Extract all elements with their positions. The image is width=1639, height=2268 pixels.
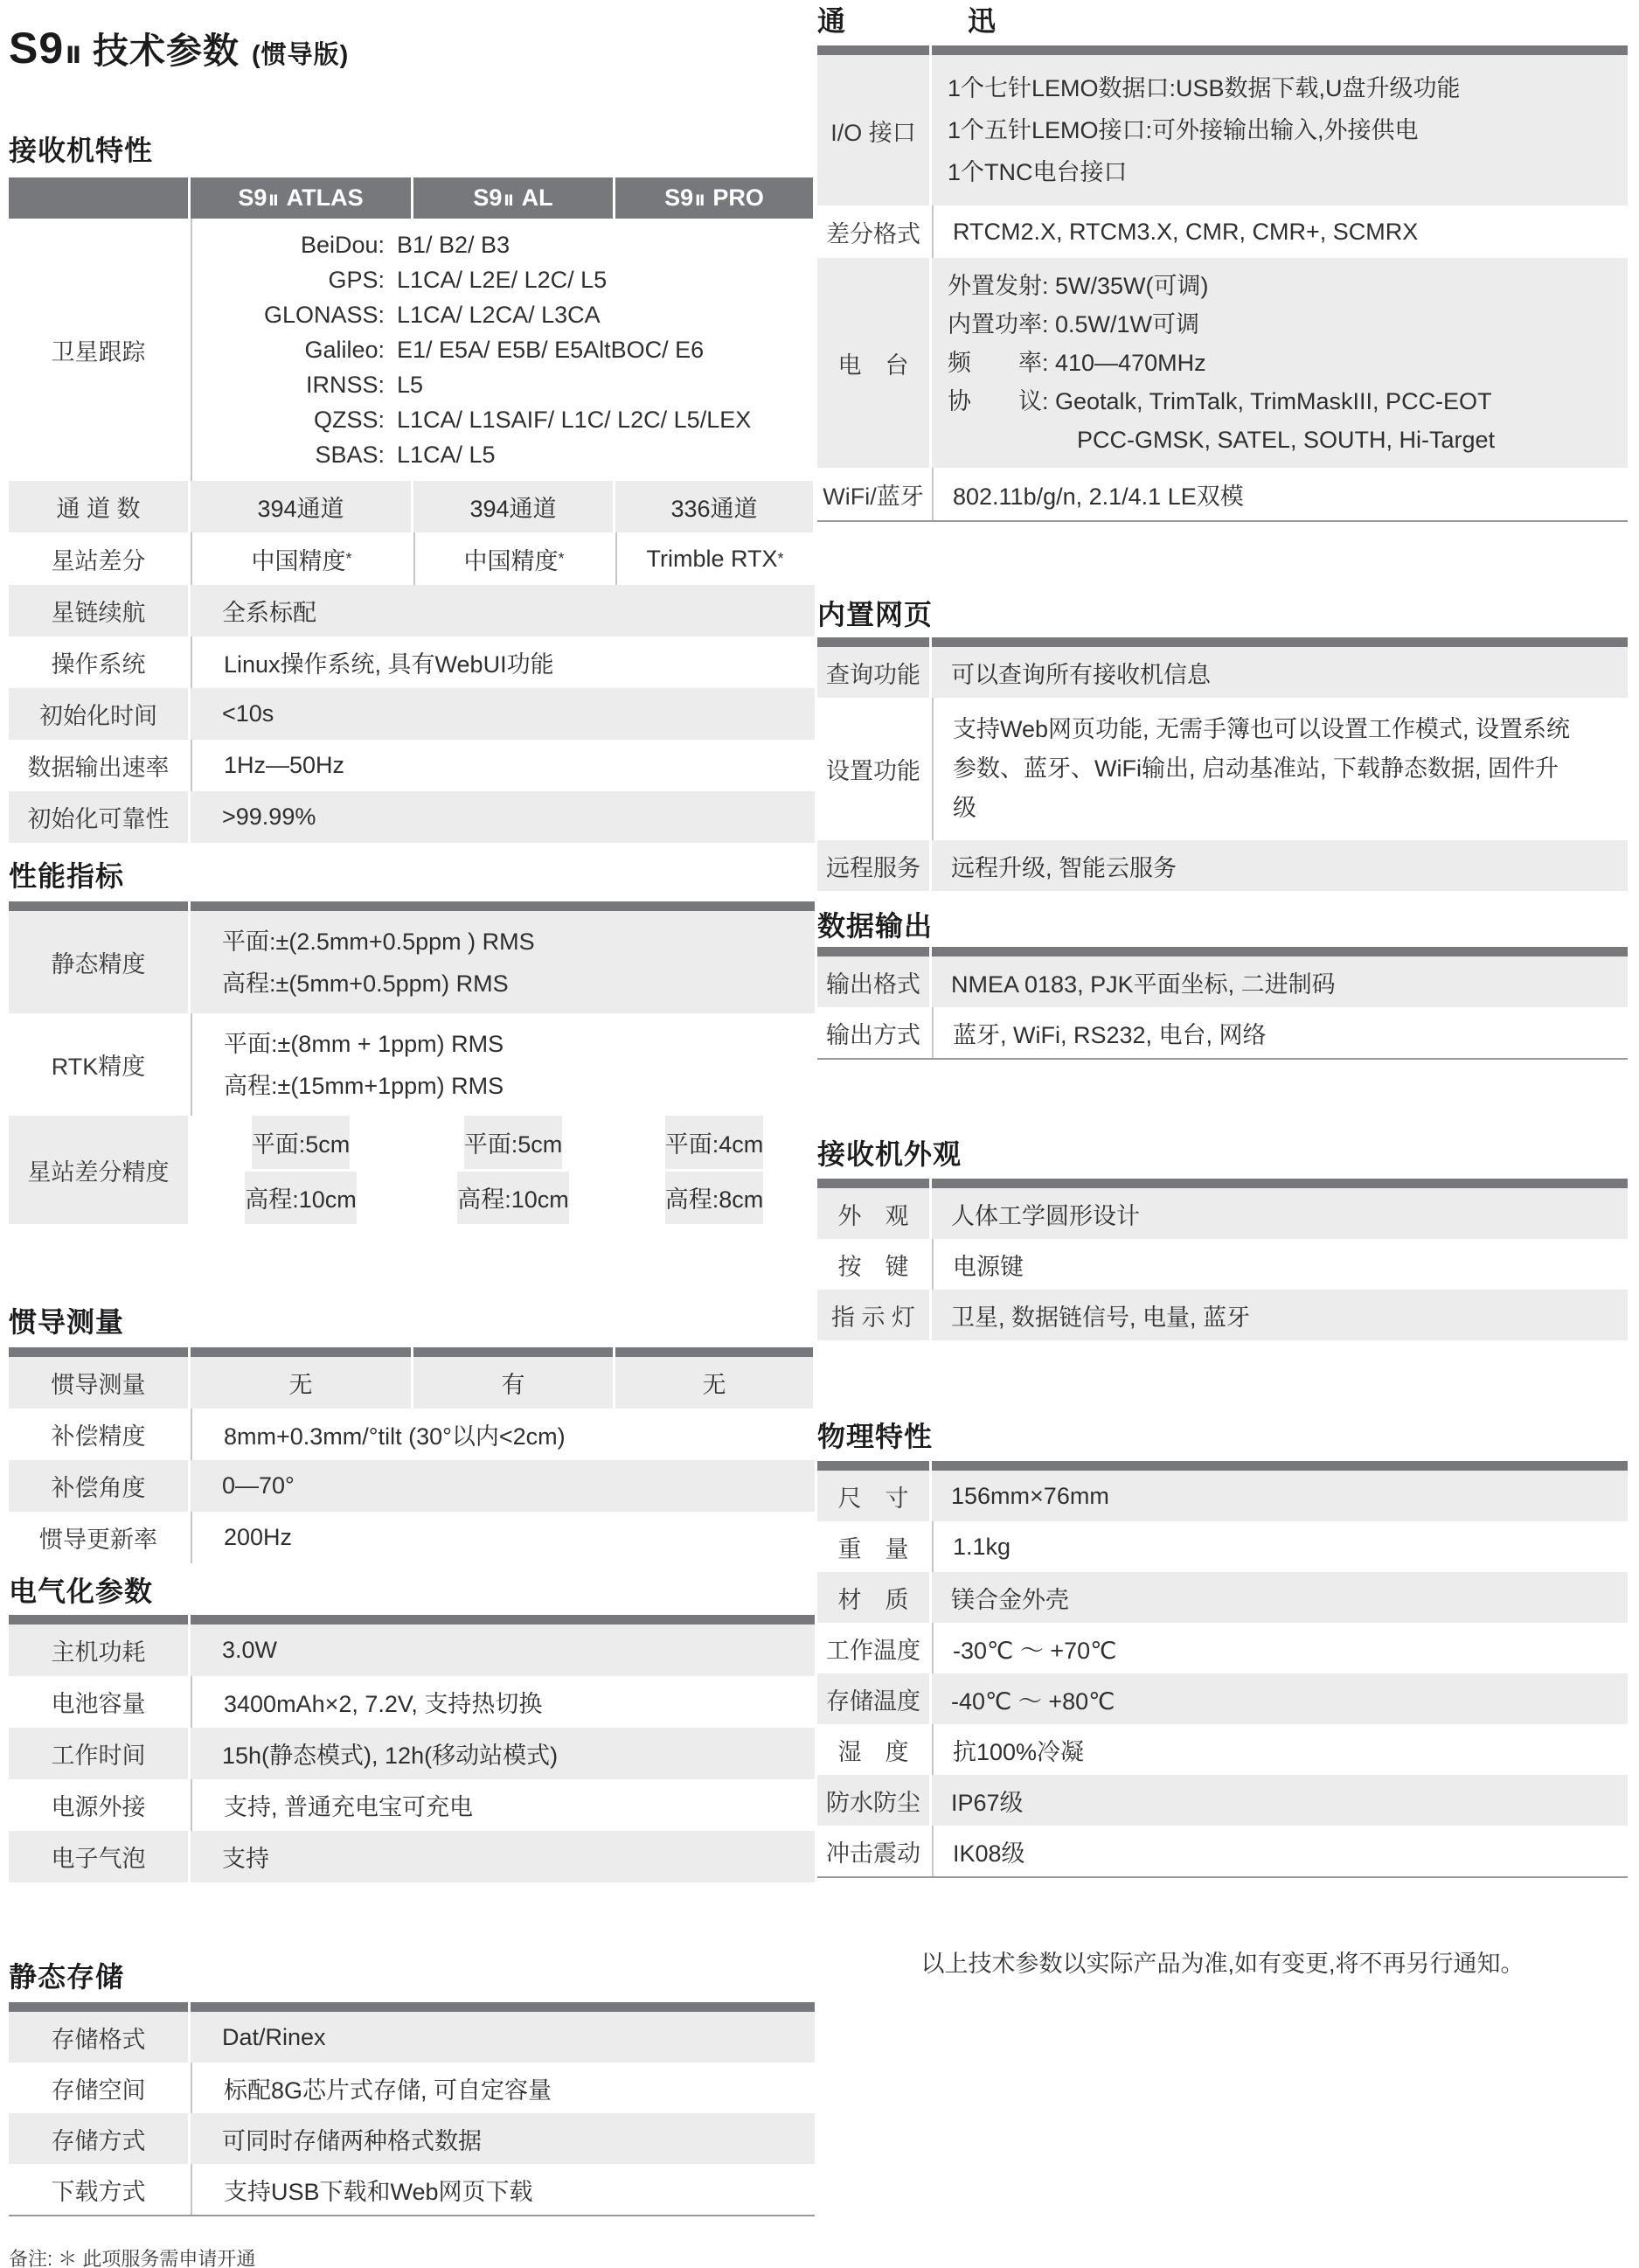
appearance-table [817,1179,1628,1340]
section-bar [9,1615,815,1624]
row-operating-temperature: 工作温度 -30℃ ～ +70℃ [817,1623,1628,1673]
row-power-consumption: 主机功耗 3.0W [9,1624,815,1676]
row-button: 按 键 电源键 [817,1239,1628,1290]
ins-table [9,1347,815,1563]
row-rtk-accuracy: RTK精度 平面:±(8mm + 1ppm) RMS 高程:±(15mm+1ppm) RMS [9,1013,815,1116]
row-starlink-endurance: 星链续航 全系标配 [9,585,815,637]
section-bar [9,2002,815,2012]
row-battery-capacity: 电池容量 3400mAh×2, 7.2V, 支持热切换 [9,1676,815,1728]
satellite-line: GLONASS: L1CA/ L2CA/ L3CA [263,302,601,328]
section-title-performance: 性能指标 [9,860,125,892]
row-compensation-accuracy: 补偿精度 8mm+0.3mm/°tilt (30°以内<2cm) [9,1409,815,1460]
section-title-communication: 通迅 [817,5,1119,37]
row-differential-format: 差分格式 RTCM2.X, RTCM3.X, CMR, CMR+, SCMRX [817,205,1628,258]
section-title-ins: 惯导测量 [9,1306,125,1338]
section-title-static-storage: 静态存储 [9,1961,125,1993]
row-storage-temperature: 存储温度 -40℃ ～ +80℃ [817,1673,1628,1724]
static-accuracy-lines: 平面:±(2.5mm+0.5ppm ) RMS 高程:±(5mm+0.5ppm) RMS [222,928,535,997]
satellite-line: GPS: L1CA/ L2E/ L2C/ L5 [328,267,608,293]
section-bar [9,901,815,911]
row-radio: 电 台 外置发射: 5W/35W(可调) 内置功率: 0.5W/1W可调 频 率: 410—470MHz 协 议: Geotalk, TrimTalk, TrimMaskIII, PCC-EOT PCC-GMSK, SATEL, SOUTH, Hi-Target [817,258,1628,468]
row-static-accuracy: 静态精度 平面:±(2.5mm+0.5ppm ) RMS 高程:±(5mm+0.5ppm) RMS [9,911,815,1013]
section-title-appearance: 接收机外观 [817,1138,962,1170]
row-satellite-differential: 星站差分 中国精度 * 中国精度 * Trimble RTX * [9,532,815,585]
row-material: 材 质 镁合金外壳 [817,1572,1628,1623]
performance-table [9,901,815,1224]
row-initialization-reliability: 初始化可靠性 >99.99% [9,791,815,843]
rtk-accuracy-lines: 平面:±(8mm + 1ppm) RMS 高程:±(15mm+1ppm) RMS [224,1030,504,1099]
row-ins-availability: 惯导测量 无 有 无 [9,1357,815,1409]
section-title-builtin-web: 内置网页 [817,599,934,630]
row-remote-service: 远程服务 远程升级, 智能云服务 [817,840,1628,891]
radio-lines: 外置发射: 5W/35W(可调) 内置功率: 0.5W/1W可调 频 率: 410—470MHz 协 议: Geotalk, TrimTalk, TrimMaskIII, PCC-EOT PCC-GMSK, SATEL, SOUTH, Hi-Target [948,273,1496,453]
column-header-s9-atlas: S9 Ⅱ ATLAS [191,177,411,219]
title-text: 技术参数 [92,31,240,71]
row-query-function: 查询功能 可以查询所有接收机信息 [817,647,1628,698]
section-title-data-output: 数据输出 [817,910,934,942]
row-download-method: 下载方式 支持USB下载和Web网页下载 [9,2164,815,2215]
column-header-s9-pro: S9 Ⅱ PRO [615,177,813,219]
receiver-features-table [9,177,815,843]
row-ins-update-rate: 惯导更新率 200Hz [9,1512,815,1563]
storage-table [9,2002,815,2216]
page-title [9,23,815,80]
satellite-line: Galileo: E1/ E5A/ E5B/ E5AltBOC/ E6 [304,337,705,363]
row-sbs-accuracy: 星站差分精度 平面:5cm 高程:10cm 平面:5cm 高程:10cm 平面:4cm 高程:8cm [9,1116,815,1224]
row-compensation-angle: 补偿角度 0—70° [9,1460,815,1512]
section-title-physical: 物理特性 [817,1421,934,1452]
satellite-line: SBAS: L1CA/ L5 [315,442,496,468]
row-storage-space: 存储空间 标配8G芯片式存储, 可自定容量 [9,2063,815,2113]
row-electronic-bubble: 电子气泡 支持 [9,1831,815,1882]
satellite-line: QZSS: L1CA/ L1SAIF/ L1C/ L2C/ L5/LEX [313,407,752,433]
communication-table [817,45,1628,522]
row-output-format: 输出格式 NMEA 0183, PJK平面坐标, 二进制码 [817,957,1628,1007]
row-initialization-time: 初始化时间 <10s [9,688,815,740]
left-column [9,0,815,2268]
sbs-accuracy-col-pro: 平面:4cm 高程:8cm [615,1116,813,1224]
section-bar [817,1179,1628,1188]
section-bar [817,1461,1628,1471]
title-note: (惯导版) [251,41,350,69]
satellite-line: BeiDou: B1/ B2/ B3 [300,232,510,258]
row-indicator-lights: 指 示 灯 卫星, 数据链信号, 电量, 蓝牙 [817,1290,1628,1340]
row-channels: 通 道 数 394通道 394通道 336通道 [9,481,815,532]
electrical-table [9,1615,815,1882]
remark-footnote: 备注: ＊ 此项服务需申请开通 [9,2248,256,2268]
satellite-systems-list [192,227,815,472]
physical-table [817,1461,1628,1878]
row-data-output-rate: 数据输出速率 1Hz—50Hz [9,740,815,791]
sbs-accuracy-col-atlas: 平面:5cm 高程:10cm [191,1116,411,1224]
row-working-time: 工作时间 15h(静态模式), 12h(移动站模式) [9,1728,815,1779]
row-satellite-tracking: 卫星跟踪 BeiDou: B1/ B2/ B3 GPS: L1CA/ L2E/ L2C/ L5 GLONASS: L1CA/ L2CA/ L3CA Galileo: E1/ E5A/ E5B/ E5AltBOC/ E6 IRNSS: L5 QZSS: L1CA/ L1SAIF/ L1C/ L2C/ L5/LEX SBAS: L1CA/ L5 [9,219,815,481]
settings-function-text: 支持Web网页功能, 无需手簿也可以设置工作模式, 设置系统参数、蓝牙、WiFi输出, 启动基准站, 下载静态数据, 固件升级 [953,716,1571,821]
row-look: 外 观 人体工学圆形设计 [817,1188,1628,1239]
row-wifi-bluetooth: WiFi/蓝牙 802.11b/g/n, 2.1/4.1 LE双模 [817,468,1628,520]
io-port-lines: 1个七针LEMO数据口:USB数据下载,U盘升级功能 1个五针LEMO接口:可外接输出输入,外接供电 1个TNC电台接口 [948,75,1461,185]
section-bar [817,637,1628,647]
row-operating-system: 操作系统 Linux操作系统, 具有WebUI功能 [9,637,815,688]
header-empty-cell [9,177,188,219]
receiver-table-header [9,177,815,219]
satellite-line: IRNSS: L5 [305,372,424,398]
row-humidity: 湿 度 抗100%冷凝 [817,1724,1628,1775]
sbs-accuracy-col-al: 平面:5cm 高程:10cm [413,1116,613,1224]
row-weight: 重 量 1.1kg [817,1521,1628,1572]
section-title-electrical: 电气化参数 [9,1576,154,1607]
row-external-power: 电源外接 支持, 普通充电宝可充电 [9,1779,815,1831]
row-size: 尺 寸 156mm×76mm [817,1471,1628,1521]
row-waterproof-dustproof: 防水防尘 IP67级 [817,1775,1628,1826]
right-column [817,0,1628,2002]
row-shock-vibration: 冲击震动 IK08级 [817,1826,1628,1876]
disclaimer-footer: 以上技术参数以实际产品为准,如有变更,将不再另行通知。 [920,1951,1524,1977]
section-title-receiver-features: 接收机特性 [9,135,154,166]
row-output-method: 输出方式 蓝牙, WiFi, RS232, 电台, 网络 [817,1007,1628,1058]
row-settings-function: 设置功能 支持Web网页功能, 无需手簿也可以设置工作模式, 设置系统参数、蓝牙、WiFi输出, 启动基准站, 下载静态数据, 固件升级 [817,698,1628,840]
column-header-s9-al: S9 Ⅱ AL [413,177,613,219]
data-output-table [817,947,1628,1060]
section-bar [817,947,1628,957]
section-bar [817,45,1628,55]
row-storage-mode: 存储方式 可同时存储两种格式数据 [9,2113,815,2164]
row-io-ports: I/O 接口 1个七针LEMO数据口:USB数据下载,U盘升级功能 1个五针LEMO接口:可外接输出输入,外接供电 1个TNC电台接口 [817,55,1628,205]
title-model-sub: Ⅱ [66,42,82,68]
row-storage-format: 存储格式 Dat/Rinex [9,2012,815,2063]
title-model: S9 [9,24,65,73]
builtin-web-table [817,637,1628,891]
section-bar [9,1347,815,1357]
